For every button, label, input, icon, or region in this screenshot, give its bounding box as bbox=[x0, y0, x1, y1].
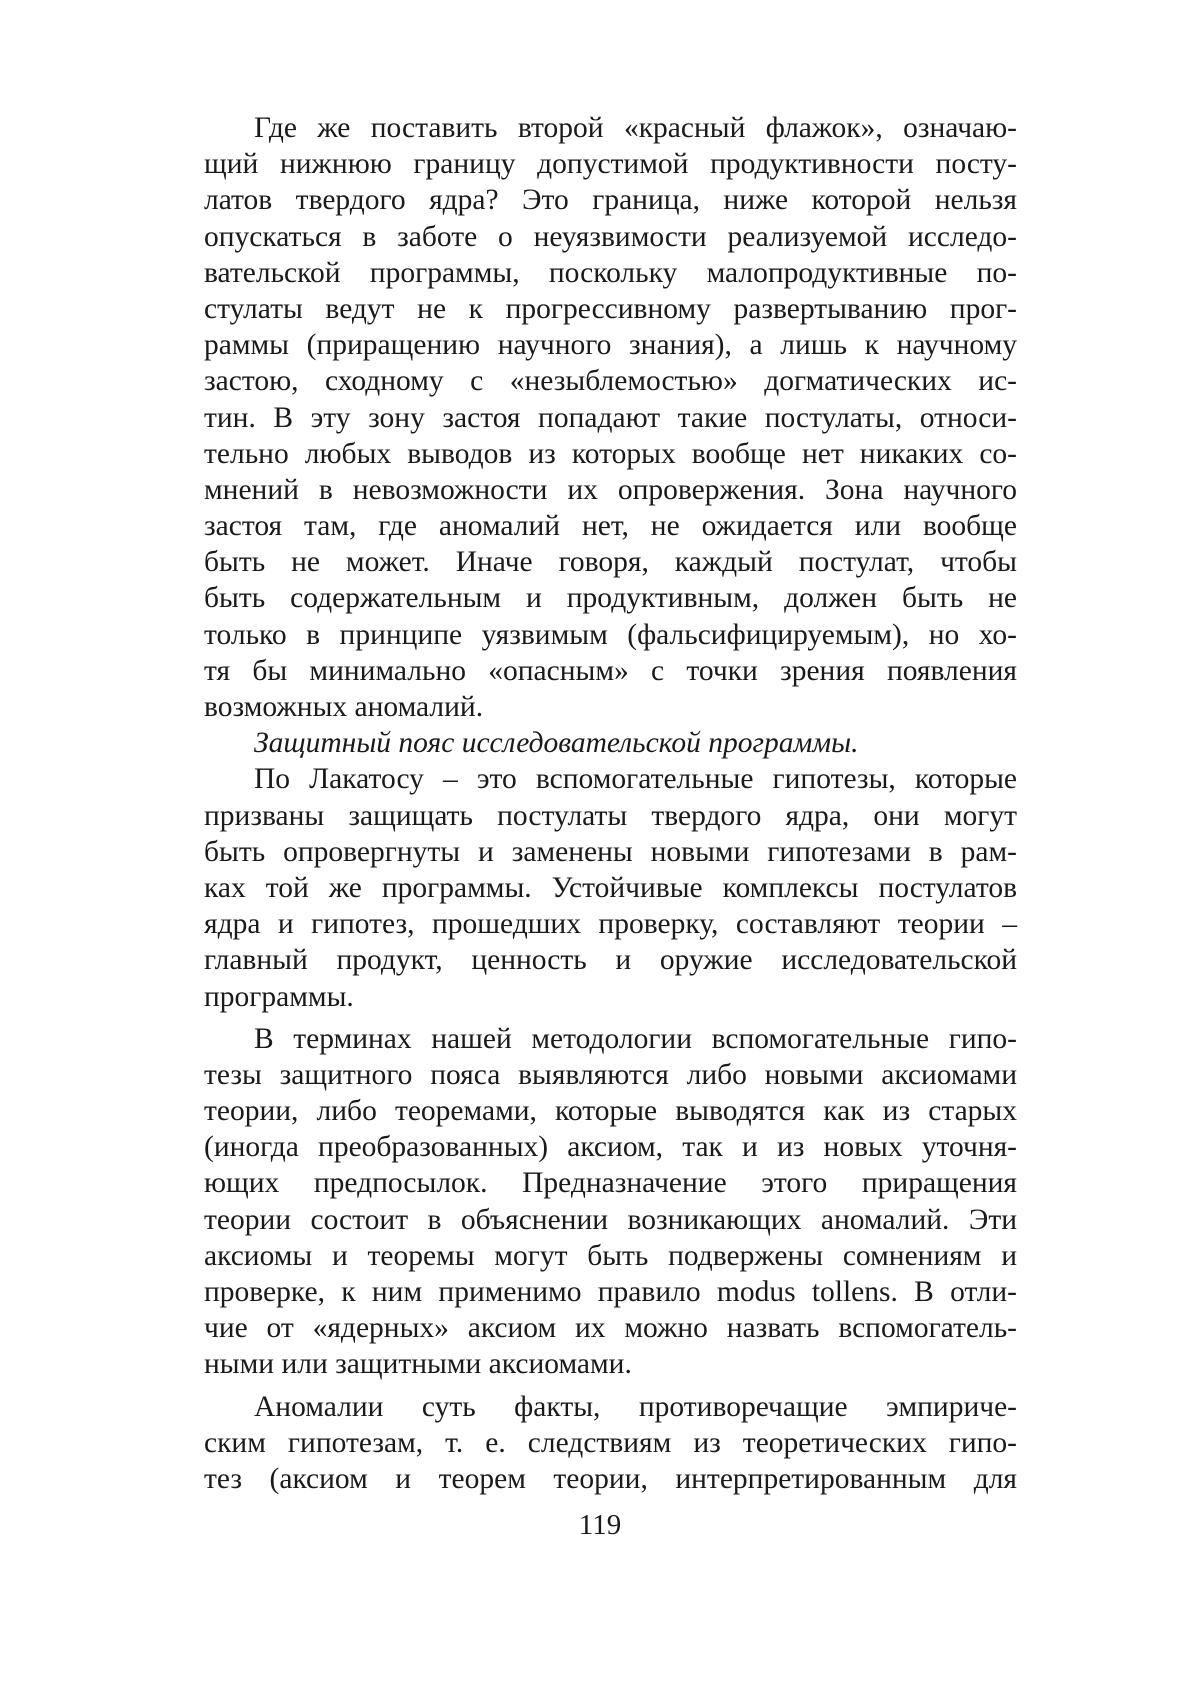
text-line: Аномалии суть факты, противоречащие эмпириче- bbox=[254, 1390, 1017, 1423]
section-subheading bbox=[204, 725, 1017, 761]
paragraph bbox=[204, 1389, 1017, 1498]
text-line: (иногда преобразованных) аксиом, так и из новых уточня- bbox=[204, 1131, 1017, 1164]
text-line: быть содержательным и продуктивным, должен быть не bbox=[204, 582, 1017, 615]
subheading-text: Защитный пояс исследовательской программы. bbox=[254, 727, 859, 760]
text-line: ядра и гипотез, прошедших проверку, составляют теории – bbox=[204, 908, 1017, 941]
paragraph bbox=[204, 761, 1017, 1014]
text-line: застоя там, где аномалий нет, не ожидается или вообще bbox=[204, 510, 1017, 543]
text-line: щий нижнюю границу допустимой продуктивности посту- bbox=[204, 148, 1017, 181]
text-line: проверке, к ним применимо правило modus tollens. В отли- bbox=[204, 1276, 1017, 1308]
text-line: быть опровергнуты и заменены новыми гипотезами в рам- bbox=[204, 835, 1017, 868]
text-line: возможных аномалий. bbox=[204, 691, 484, 723]
text-line: чие от «ядерных» аксиом их можно назвать вспомогатель- bbox=[204, 1312, 1017, 1345]
text-line: опускаться в заботе о неуязвимости реализуемой исследо- bbox=[204, 220, 1017, 253]
text-line: теории, либо теоремами, которые выводятся как из старых bbox=[204, 1095, 1017, 1128]
text-line: стулаты ведут не к прогрессивному развертыванию прог- bbox=[204, 292, 1017, 325]
paragraph bbox=[204, 1021, 1017, 1383]
text-line: мнений в невозможности их опровержения. Зона научного bbox=[204, 473, 1017, 506]
text-line: латов твердого ядра? Это граница, ниже которой нельзя bbox=[204, 184, 1017, 217]
text-line: По Лакатосу – это вспомогательные гипотезы, которые bbox=[254, 763, 1017, 796]
text-line: быть не может. Иначе говоря, каждый постулат, чтобы bbox=[204, 546, 1017, 579]
text-line: ными или защитными аксиомами. bbox=[204, 1348, 632, 1381]
text-line: раммы (приращению научного знания), а лишь к научному bbox=[204, 329, 1017, 362]
text-line: тин. В эту зону застоя попадают такие постулаты, относи- bbox=[204, 401, 1017, 434]
text-line: тез (аксиом и теорем теории, интерпретированным для bbox=[204, 1462, 1017, 1495]
paragraph bbox=[204, 110, 1017, 725]
text-line: тельно любых выводов из которых вообще нет никаких со- bbox=[204, 437, 1017, 470]
text-line: В терминах нашей методологии вспомогательные гипо- bbox=[254, 1022, 1017, 1055]
text-line: Где же поставить второй «красный флажок», означаю- bbox=[254, 112, 1017, 144]
text-line: вательской программы, поскольку малопродуктивные по- bbox=[204, 256, 1017, 289]
text-line: ках той же программы. Устойчивые комплексы постулатов bbox=[204, 871, 1017, 904]
page-number: 119 bbox=[578, 1509, 622, 1541]
text-line: программы. bbox=[204, 980, 354, 1013]
text-line: застою, сходному с «незыблемостью» догматических ис- bbox=[204, 365, 1017, 398]
text-line: главный продукт, ценность и оружие исследовательской bbox=[204, 944, 1017, 977]
text-line: ющих предпосылок. Предназначение этого приращения bbox=[204, 1167, 1017, 1200]
text-line: тя бы минимально «опасным» с точки зрения появления bbox=[204, 654, 1017, 687]
text-line: ским гипотезам, т. е. следствиям из теоретических гипо- bbox=[204, 1426, 1017, 1459]
text-line: тезы защитного пояса выявляются либо новыми аксиомами bbox=[204, 1058, 1017, 1091]
text-line: аксиомы и теоремы могут быть подвержены сомнениям и bbox=[204, 1239, 1017, 1272]
text-line: призваны защищать постулаты твердого ядра, они могут bbox=[204, 799, 1017, 832]
page-body bbox=[204, 110, 1017, 1497]
text-line: теории состоит в объяснении возникающих аномалий. Эти bbox=[204, 1203, 1017, 1236]
text-line: только в принципе уязвимым (фальсифицируемым), но хо- bbox=[204, 618, 1017, 651]
